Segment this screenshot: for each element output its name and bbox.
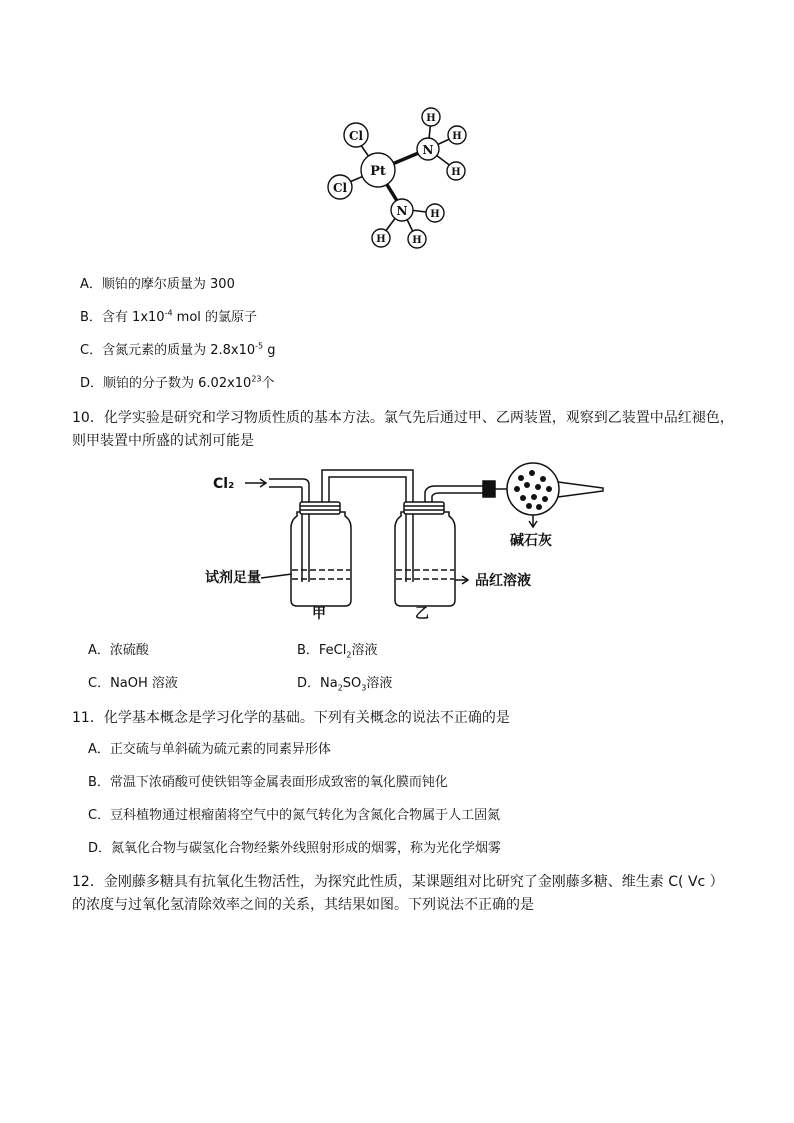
pt-label: Pt bbox=[370, 164, 386, 179]
option-text: B．FeCl bbox=[297, 643, 347, 658]
q9-option-d bbox=[80, 375, 275, 393]
jar-jia-label: 甲 bbox=[312, 606, 326, 622]
soda-lime-label: 碱石灰 bbox=[510, 533, 552, 549]
q10-stem-line2: 则甲装置中所盛的试剂可能是 bbox=[72, 433, 254, 449]
gas-washing-apparatus-diagram bbox=[205, 456, 610, 626]
q11-option-b: B．常温下浓硝酸可使铁铝等金属表面形成致密的氧化膜而钝化 bbox=[88, 775, 448, 790]
q10-option-c: C．NaOH 溶液 bbox=[88, 676, 178, 691]
q11-option-c: C．豆科植物通过根瘤菌将空气中的氮气转化为含氮化合物属于人工固氮 bbox=[88, 808, 501, 823]
q10-stem-line1: 10．化学实验是研究和学习物质性质的基本方法。氯气先后通过甲、乙两装置，观察到乙装置中品红褪色， bbox=[72, 410, 734, 426]
h-label: H bbox=[426, 113, 436, 124]
option-text: g bbox=[263, 343, 276, 358]
q9-option-b bbox=[80, 309, 257, 327]
h-label: H bbox=[412, 235, 422, 246]
q10-option-a: A．浓硫酸 bbox=[88, 643, 149, 658]
h-label: H bbox=[376, 234, 386, 245]
q10-option-b bbox=[297, 642, 377, 660]
cl-label: Cl bbox=[332, 181, 348, 195]
q12-stem-line1: 12．金刚藤多糖具有抗氧化生物活性，为探究此性质，某课题组对比研究了金刚藤多糖、维生素 C( Vc ） bbox=[72, 874, 724, 890]
h-label: H bbox=[430, 209, 440, 220]
option-text: mol 的氯原子 bbox=[172, 310, 258, 325]
n-label: N bbox=[396, 204, 408, 218]
option-text: D．顺铂的分子数为 6.02x10 bbox=[80, 376, 252, 391]
option-text: 溶液 bbox=[366, 676, 393, 691]
cisplatin-structure-diagram bbox=[320, 104, 480, 254]
superscript: 23 bbox=[251, 374, 262, 384]
option-text: SO bbox=[342, 676, 362, 691]
q11-option-a: A．正交硫与单斜硫为硫元素的同素异形体 bbox=[88, 742, 331, 757]
superscript: -4 bbox=[164, 308, 173, 318]
q11-option-d: D．氮氧化合物与碳氢化合物经紫外线照射形成的烟雾，称为光化学烟雾 bbox=[88, 841, 502, 856]
subscript: 2 bbox=[337, 683, 343, 693]
h-label: H bbox=[451, 167, 461, 178]
h-label: H bbox=[452, 131, 462, 142]
q10-option-d bbox=[297, 675, 392, 693]
magenta-solution-label: 品红溶液 bbox=[475, 573, 531, 589]
q9-option-a: A．顺铂的摩尔质量为 300 bbox=[80, 277, 235, 292]
cl2-label: Cl₂ bbox=[213, 476, 235, 492]
option-text: C．含氮元素的质量为 2.8x10 bbox=[80, 343, 256, 358]
subscript: 2 bbox=[346, 650, 352, 660]
subscript: 3 bbox=[361, 683, 367, 693]
q11-stem: 11．化学基本概念是学习化学的基础。下列有关概念的说法不正确的是 bbox=[72, 710, 510, 726]
jar-yi-label: 乙 bbox=[415, 606, 429, 622]
q9-option-c bbox=[80, 342, 276, 360]
option-text: 溶液 bbox=[351, 643, 378, 658]
superscript: -5 bbox=[255, 341, 264, 351]
q12-stem-line2: 的浓度与过氧化氢清除效率之间的关系，其结果如图。下列说法不正确的是 bbox=[72, 897, 534, 913]
option-text: B．含有 1x10 bbox=[80, 310, 165, 325]
cl-label: Cl bbox=[348, 129, 364, 143]
n-label: N bbox=[422, 143, 434, 157]
option-text: 个 bbox=[261, 376, 275, 391]
option-text: D．Na bbox=[297, 676, 338, 691]
reagent-label: 试剂足量 bbox=[205, 570, 261, 586]
